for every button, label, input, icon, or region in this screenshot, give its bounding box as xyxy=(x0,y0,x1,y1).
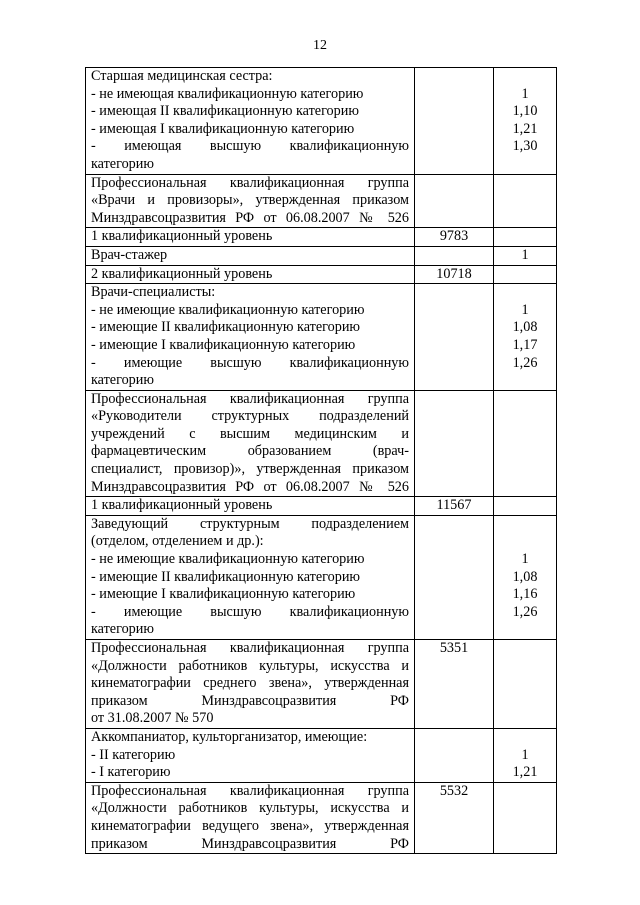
table-row xyxy=(86,265,557,284)
description-line: фармацевтическим образованием (врач- xyxy=(91,443,409,460)
table-row xyxy=(86,728,557,782)
description-line: Профессиональная квалификационная группа xyxy=(91,782,409,799)
coefficient-value: 1,16 xyxy=(512,586,538,603)
description-line: кинематографии ведущего звена», утвержденная xyxy=(91,817,409,834)
base-salary-value: 9783 xyxy=(439,228,469,245)
coefficient-value: 1 xyxy=(521,551,529,568)
position-description xyxy=(86,640,415,729)
description-line: 2 квалификационный уровень xyxy=(91,265,273,282)
coefficient-value xyxy=(499,729,551,747)
coefficient-cell xyxy=(494,174,557,228)
table-row xyxy=(86,497,557,516)
coefficient-cell xyxy=(494,265,557,284)
coefficient-value xyxy=(499,68,551,86)
table-row xyxy=(86,284,557,391)
description-line: Аккомпаниатор, культорганизатор, имеющие: xyxy=(91,728,368,745)
coefficient-value: 1,17 xyxy=(512,336,538,353)
table-row xyxy=(86,68,557,175)
base-salary-cell xyxy=(415,174,494,228)
position-description xyxy=(86,390,415,497)
table-row xyxy=(86,515,557,639)
coefficient-value: 1 xyxy=(521,301,529,318)
description-line: приказом Минздравсоцразвития РФ xyxy=(91,835,409,852)
description-line: Минздравсоцразвития РФ от 06.08.2007 № 526 xyxy=(91,478,409,495)
coefficient-value: 1,30 xyxy=(512,138,538,155)
description-line: - имеющие высшую квалификационную xyxy=(91,354,409,371)
description-line: - имеющие I квалификационную категорию xyxy=(91,586,356,603)
base-salary-value: 10718 xyxy=(436,265,472,282)
coefficient-value: 1,26 xyxy=(512,603,538,620)
description-line: учреждений с высшим медицинским и xyxy=(91,425,409,442)
base-salary-cell xyxy=(415,284,494,391)
base-salary-cell xyxy=(415,497,494,516)
coefficient-cell xyxy=(494,782,557,853)
coefficient-cell xyxy=(494,390,557,497)
description-line: Профессиональная квалификационная группа xyxy=(91,390,409,407)
description-line: - имеющие II квалификационную категорию xyxy=(91,568,361,585)
coefficient-cell xyxy=(494,68,557,175)
description-line: «Должности работников культуры, искусства и xyxy=(91,657,409,674)
coefficient-cell xyxy=(494,497,557,516)
base-salary-cell xyxy=(415,68,494,175)
coefficient-cell xyxy=(494,515,557,639)
table-row xyxy=(86,390,557,497)
position-description xyxy=(86,174,415,228)
position-description xyxy=(86,68,415,175)
description-line: от 31.08.2007 № 570 xyxy=(91,710,214,727)
table-row xyxy=(86,640,557,729)
description-line: категорию xyxy=(91,155,154,172)
coefficient-value: 1,08 xyxy=(512,568,538,585)
description-line: - имеющая I квалификационную категорию xyxy=(91,120,355,137)
table-row xyxy=(86,174,557,228)
coefficient-cell xyxy=(494,228,557,247)
base-salary-value: 5351 xyxy=(439,640,469,656)
table-row xyxy=(86,782,557,853)
description-line: Профессиональная квалификационная группа xyxy=(91,174,409,191)
position-description xyxy=(86,246,415,265)
base-salary-value: 11567 xyxy=(436,497,472,514)
description-line: - имеющие II квалификационную категорию xyxy=(91,319,361,336)
coefficient-cell xyxy=(494,246,557,265)
base-salary-value: 5532 xyxy=(439,782,469,799)
description-line: Врач-стажер xyxy=(91,246,168,263)
coefficient-value: 1 xyxy=(521,746,529,763)
description-line: - имеющие I квалификационную категорию xyxy=(91,336,356,353)
description-line: кинематографии среднего звена», утвержденная xyxy=(91,675,409,692)
description-line: Врачи-специалисты: xyxy=(91,284,216,301)
base-salary-cell xyxy=(415,246,494,265)
base-salary-cell xyxy=(415,640,494,729)
base-salary-cell xyxy=(415,782,494,853)
coefficient-value: 1,10 xyxy=(512,103,538,120)
coefficient-value xyxy=(499,533,551,551)
description-line: - II категорию xyxy=(91,746,176,763)
description-line: - имеющая высшую квалификационную xyxy=(91,138,409,155)
description-line: «Руководители структурных подразделений xyxy=(91,408,409,425)
coefficient-cell xyxy=(494,728,557,782)
base-salary-cell xyxy=(415,390,494,497)
position-description xyxy=(86,284,415,391)
description-line: Минздравсоцразвития РФ от 06.08.2007 № 526 xyxy=(91,209,409,226)
coefficient-cell xyxy=(494,284,557,391)
coefficient-cell xyxy=(494,640,557,729)
base-salary-cell xyxy=(415,228,494,247)
description-line: - имеющая II квалификационную категорию xyxy=(91,103,359,120)
description-line: Заведующий структурным подразделением xyxy=(91,515,409,532)
coefficient-value: 1,08 xyxy=(512,319,538,336)
coefficient-value xyxy=(499,284,551,302)
description-line: «Должности работников культуры, искусства и xyxy=(91,800,409,817)
coefficient-value: 1,21 xyxy=(512,120,538,137)
description-line: Профессиональная квалификационная группа xyxy=(91,640,409,656)
position-description xyxy=(86,515,415,639)
description-line: специалист, провизор)», утвержденная приказом xyxy=(91,461,409,478)
description-line: - имеющие высшую квалификационную xyxy=(91,603,409,620)
description-line: приказом Минздравсоцразвития РФ xyxy=(91,692,409,709)
salary-coefficient-table xyxy=(85,67,557,854)
position-description xyxy=(86,497,415,516)
page-number: 12 xyxy=(313,38,327,53)
position-description xyxy=(86,728,415,782)
coefficient-value: 1 xyxy=(521,85,529,102)
base-salary-cell xyxy=(415,728,494,782)
description-line: категорию xyxy=(91,372,154,389)
description-line: - I категорию xyxy=(91,764,171,781)
position-description xyxy=(86,265,415,284)
description-line: (отделом, отделением и др.): xyxy=(91,533,264,550)
table-row xyxy=(86,246,557,265)
coefficient-value: 1 xyxy=(521,246,529,263)
base-salary-cell xyxy=(415,515,494,639)
table-row xyxy=(86,228,557,247)
description-line: 1 квалификационный уровень xyxy=(91,497,273,514)
description-line: - не имеющие квалификационную категорию xyxy=(91,301,365,318)
coefficient-value xyxy=(499,516,551,534)
position-description xyxy=(86,228,415,247)
description-line: - не имеющая квалификационную категорию xyxy=(91,85,364,102)
description-line: - не имеющие квалификационную категорию xyxy=(91,551,365,568)
description-line: 1 квалификационный уровень xyxy=(91,228,273,245)
coefficient-value: 1,21 xyxy=(512,764,538,781)
description-line: «Врачи и провизоры», утвержденная приказом xyxy=(91,192,409,209)
base-salary-cell xyxy=(415,265,494,284)
coefficient-value: 1,26 xyxy=(512,354,538,371)
position-description xyxy=(86,782,415,853)
description-line: категорию xyxy=(91,621,154,638)
description-line: Старшая медицинская сестра: xyxy=(91,68,273,84)
